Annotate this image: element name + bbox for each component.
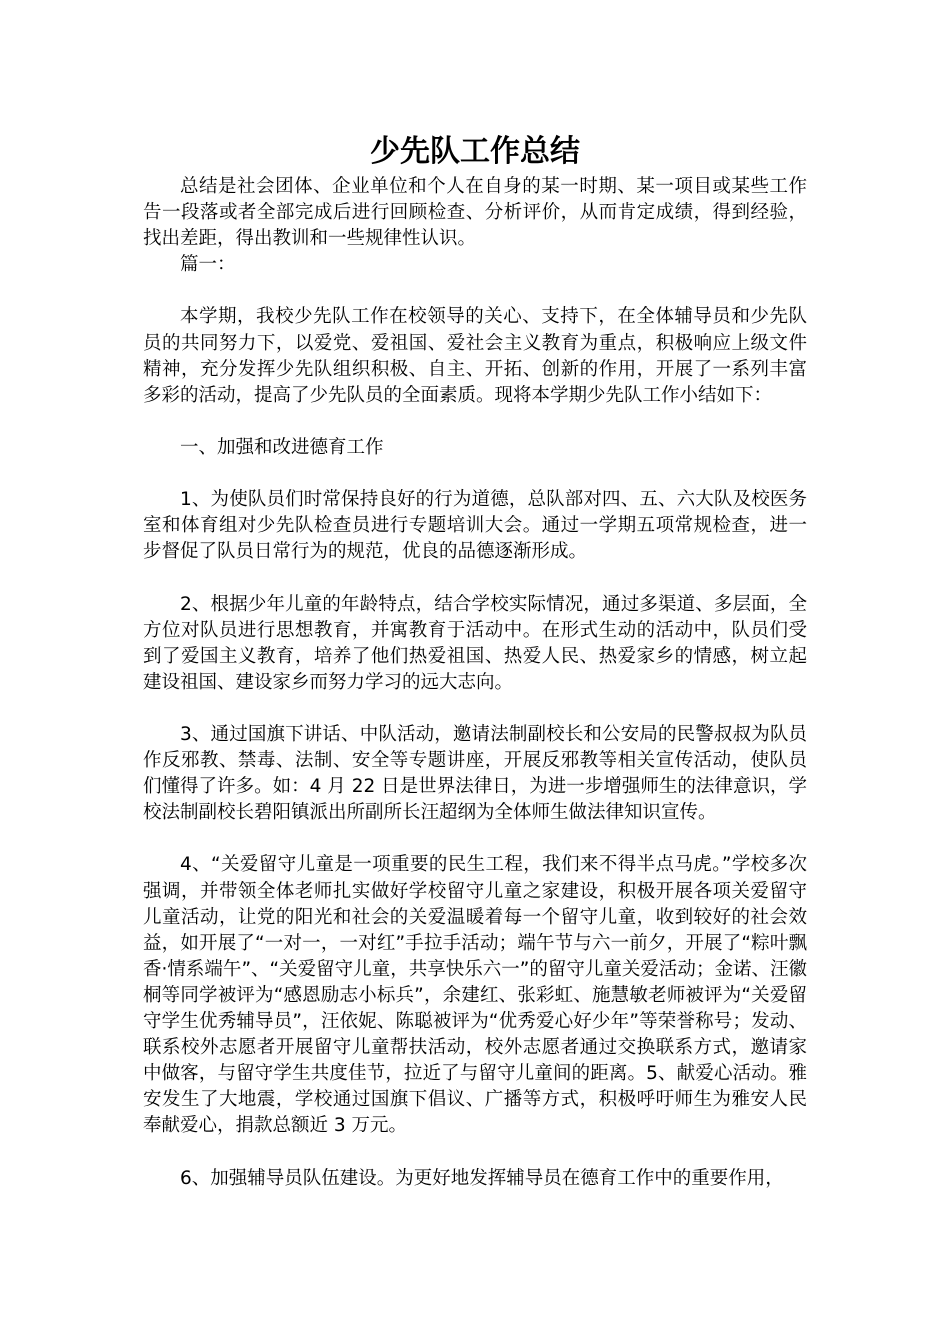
blank-line	[143, 409, 807, 435]
document-title: 少先队工作总结	[370, 134, 580, 169]
blank-line	[143, 696, 807, 722]
blank-line	[143, 826, 807, 852]
overview-paragraph: 本学期，我校少先队工作在校领导的关心、支持下，在全体辅导员和少先队员的共同努力下，以爱党、爱祖国、爱社会主义教育为重点，积极响应上级文件精神，充分发挥少先队组织积极、自主、开拓、创新的作用，开展了一系列丰富多彩的活动，提高了少先队员的全面素质。现将本学期少先队工作小结如下：	[143, 306, 807, 406]
blank-line	[143, 565, 807, 591]
document-body	[143, 174, 807, 1192]
chapter-label: 篇一：	[180, 254, 236, 276]
section-heading: 一、加强和改进德育工作	[180, 436, 384, 458]
item-3-paragraph: 3、通过国旗下讲话、中队活动，邀请法制副校长和公安局的民警叔叔为队员作反邪教、禁毒、法制、安全等专题讲座，开展反邪教等相关宣传活动，使队员们懂得了许多。如：4 月 22 日是世界法律日，为进一步增强师生的法律意识，学校法制副校长碧阳镇派出所副所长汪超纲为全体师生做法律知识宣传。	[143, 723, 807, 824]
item-1-paragraph: 1、为使队员们时常保持良好的行为道德，总队部对四、五、六大队及校医务室和体育组对少先队检查员进行专题培训大会。通过一学期五项常规检查，进一步督促了队员日常行为的规范，优良的品德逐渐形成。	[143, 489, 807, 563]
item-6-paragraph: 6、加强辅导员队伍建设。为更好地发挥辅导员在德育工作中的重要作用，	[180, 1167, 784, 1189]
blank-line	[143, 461, 807, 487]
intro-paragraph: 总结是社会团体、企业单位和个人在自身的某一时期、某一项目或某些工作告一段落或者全部完成后进行回顾检查、分析评价，从而肯定成绩，得到经验，找出差距，得出教训和一些规律性认识。	[143, 176, 807, 250]
blank-line	[143, 1139, 807, 1165]
item-4-paragraph: 4、“关爱留守儿童是一项重要的民生工程，我们来不得半点马虎。”学校多次强调，并带领全体老师扎实做好学校留守儿童之家建设，积极开展各项关爱留守儿童活动，让党的阳光和社会的关爱温暖着每一个留守儿童，收到较好的社会效益，如开展了“一对一，一对红”手拉手活动；端午节与六一前夕，开展了“粽叶飘香·情系端午”、“关爱留守儿童，共享快乐六一”的留守儿童关爱活动；金诺、汪徽桐等同学被评为“感恩励志小标兵”，余建红、张彩虹、施慧敏老师被评为“关爱留守学生优秀辅导员”，汪依妮、陈聪被评为“优秀爱心好少年”等荣誉称号；发动、联系校外志愿者开展留守儿童帮扶活动，校外志愿者通过交换联系方式，邀请家中做客，与留守学生共度佳节，拉近了与留守儿童间的距离。5、献爱心活动。雅安发生了大地震，学校通过国旗下倡议、广播等方式，积极呼吁师生为雅安人民奉献爱心，捐款总额近 3 万元。	[143, 854, 807, 1137]
item-2-paragraph: 2、根据少年儿童的年龄特点，结合学校实际情况，通过多渠道、多层面，全方位对队员进行思想教育，并寓教育于活动中。在形式生动的活动中，队员们受到了爱国主义教育，培养了他们热爱祖国、热爱人民、热爱家乡的情感，树立起建设祖国、建设家乡而努力学习的远大志向。	[143, 593, 807, 693]
blank-line	[143, 278, 807, 304]
